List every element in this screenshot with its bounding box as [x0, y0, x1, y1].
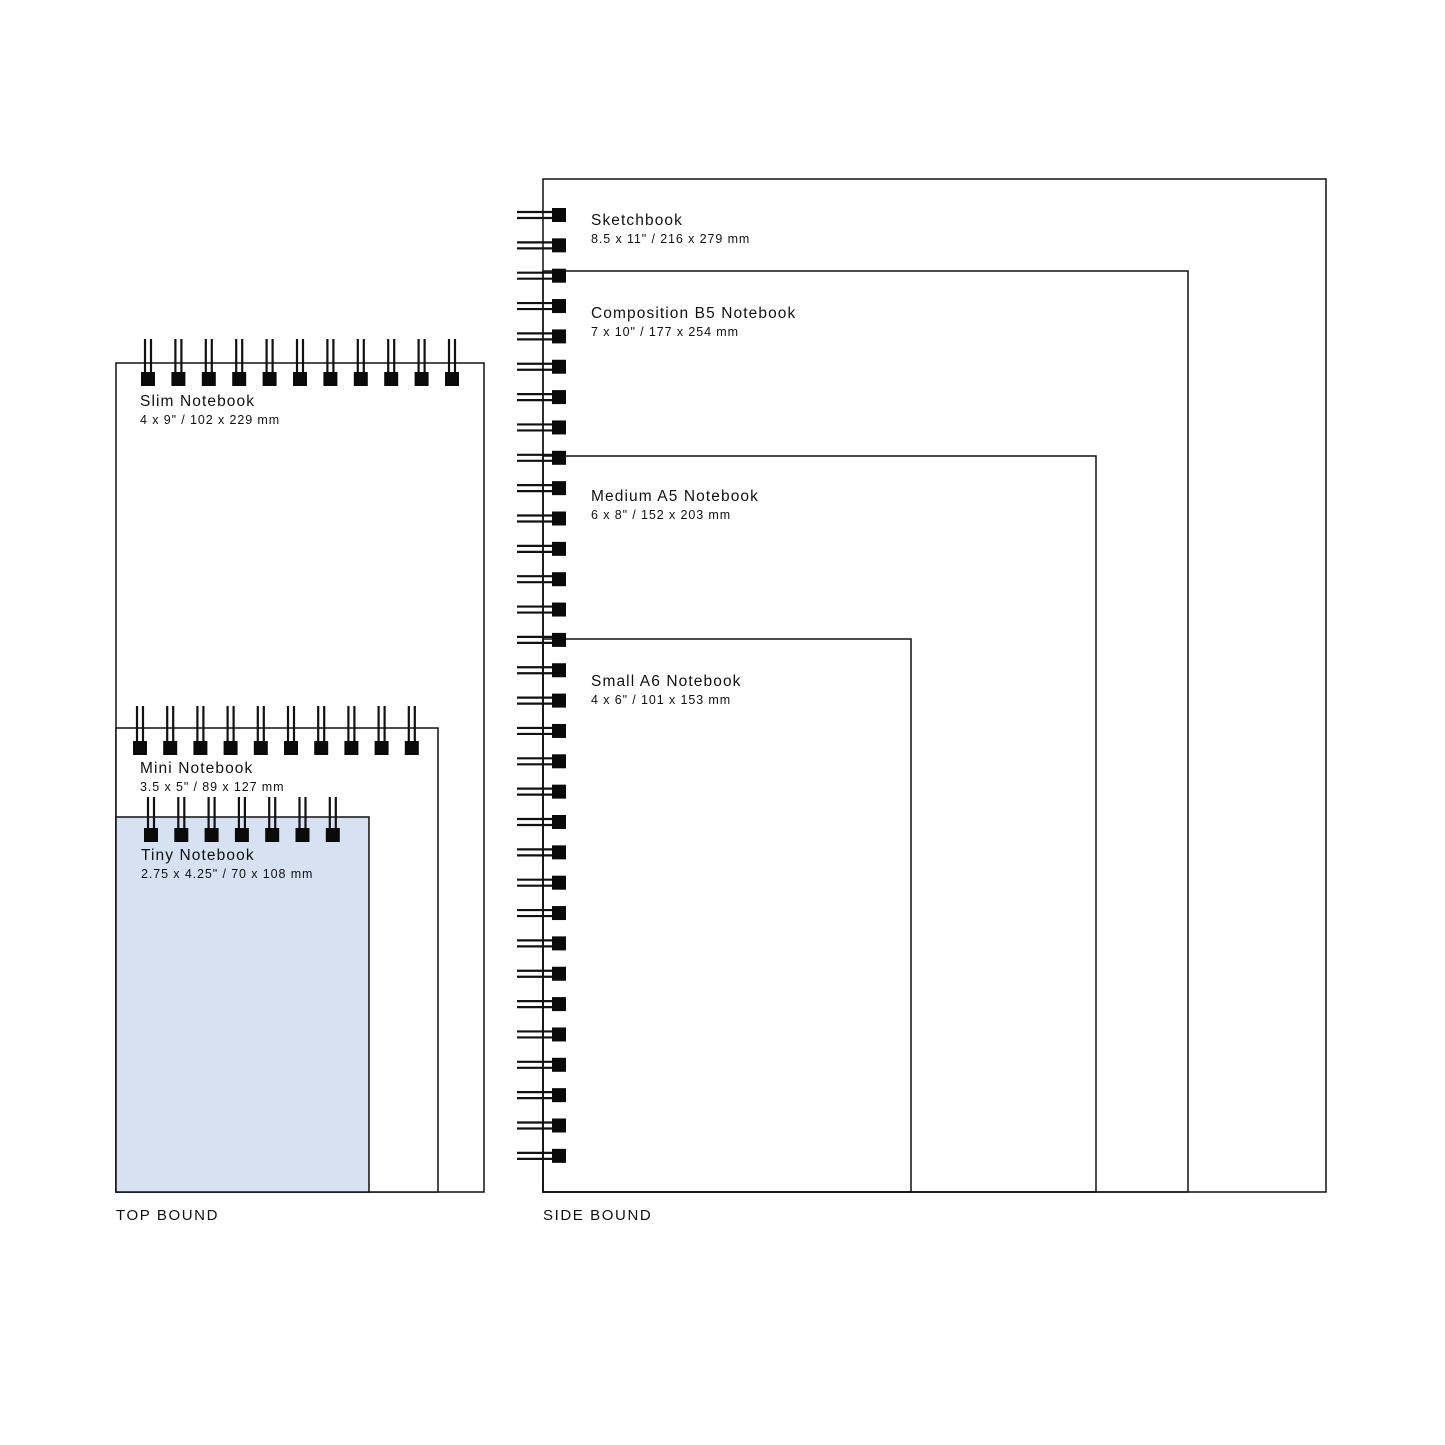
binding-hole	[296, 828, 310, 842]
a6-notebook-label	[591, 673, 742, 708]
binding-hole	[174, 828, 188, 842]
binding-hole	[552, 754, 566, 768]
binding-hole	[323, 372, 337, 386]
binding-hole	[552, 633, 566, 647]
binding-hole	[405, 741, 419, 755]
binding-hole	[375, 741, 389, 755]
binding-hole	[552, 1058, 566, 1072]
binding-hole	[552, 208, 566, 222]
binding-hole	[552, 420, 566, 434]
b5-notebook-dims: 7 x 10" / 177 x 254 mm	[591, 325, 739, 339]
binding-hole	[552, 542, 566, 556]
binding-hole	[232, 372, 246, 386]
binding-hole	[552, 906, 566, 920]
binding-hole	[552, 238, 566, 252]
binding-hole	[293, 372, 307, 386]
binding-hole	[552, 451, 566, 465]
top-bound-heading: TOP BOUND	[116, 1207, 220, 1224]
binding-hole	[552, 269, 566, 283]
binding-hole	[171, 372, 185, 386]
binding-hole	[552, 329, 566, 343]
binding-hole	[163, 741, 177, 755]
sketchbook-name: Sketchbook	[591, 212, 683, 229]
binding-hole	[552, 572, 566, 586]
binding-hole	[552, 1027, 566, 1041]
binding-hole	[354, 372, 368, 386]
binding-hole	[314, 741, 328, 755]
b5-notebook-name: Composition B5 Notebook	[591, 305, 797, 322]
a6-notebook-outline	[543, 639, 911, 1192]
binding-hole	[384, 372, 398, 386]
slim-notebook-dims: 4 x 9" / 102 x 229 mm	[140, 413, 281, 427]
slim-notebook-label	[140, 393, 280, 428]
binding-hole	[552, 936, 566, 950]
sketchbook-label	[591, 212, 750, 247]
binding-hole	[326, 828, 340, 842]
b5-notebook-label	[591, 305, 796, 340]
binding-hole	[265, 828, 279, 842]
binding-hole	[141, 372, 155, 386]
binding-hole	[344, 741, 358, 755]
binding-hole	[552, 390, 566, 404]
binding-hole	[445, 372, 459, 386]
binding-hole	[205, 828, 219, 842]
binding-hole	[552, 603, 566, 617]
binding-hole	[552, 1119, 566, 1133]
binding-hole	[552, 360, 566, 374]
binding-hole	[552, 299, 566, 313]
binding-hole	[415, 372, 429, 386]
binding-hole	[202, 372, 216, 386]
side-bound-heading: SIDE BOUND	[543, 1207, 653, 1224]
binding-hole	[552, 967, 566, 981]
tiny-notebook-dims: 2.75 x 4.25" / 70 x 108 mm	[141, 867, 314, 881]
binding-hole	[552, 1149, 566, 1163]
binding-hole	[254, 741, 268, 755]
b5-notebook-outline	[543, 271, 1188, 1192]
binding-hole	[552, 815, 566, 829]
binding-hole	[284, 741, 298, 755]
a5-notebook-name: Medium A5 Notebook	[591, 488, 759, 505]
binding-hole	[552, 724, 566, 738]
binding-hole	[552, 512, 566, 526]
binding-hole	[552, 785, 566, 799]
mini-notebook-dims: 3.5 x 5" / 89 x 127 mm	[140, 780, 285, 794]
binding-hole	[552, 1088, 566, 1102]
a6-notebook-dims: 4 x 6" / 101 x 153 mm	[591, 693, 732, 707]
binding-hole	[552, 694, 566, 708]
tiny-notebook-name: Tiny Notebook	[141, 847, 255, 864]
binding-hole	[552, 663, 566, 677]
a6-notebook-name: Small A6 Notebook	[591, 673, 742, 690]
a5-notebook-outline	[543, 456, 1096, 1192]
binding-hole	[144, 828, 158, 842]
binding-hole	[552, 481, 566, 495]
binding-hole	[224, 741, 238, 755]
slim-notebook-name: Slim Notebook	[140, 393, 256, 410]
tiny-notebook-label	[141, 847, 313, 882]
side-bound-spiral	[517, 208, 566, 1163]
binding-hole	[552, 845, 566, 859]
a5-notebook-dims: 6 x 8" / 152 x 203 mm	[591, 508, 732, 522]
binding-hole	[133, 741, 147, 755]
binding-hole	[193, 741, 207, 755]
binding-hole	[552, 997, 566, 1011]
binding-hole	[235, 828, 249, 842]
a5-notebook-label	[591, 488, 759, 523]
binding-hole	[552, 876, 566, 890]
mini-notebook-name: Mini Notebook	[140, 760, 254, 777]
binding-hole	[263, 372, 277, 386]
mini-notebook-label	[140, 760, 284, 795]
sketchbook-dims: 8.5 x 11" / 216 x 279 mm	[591, 232, 751, 246]
